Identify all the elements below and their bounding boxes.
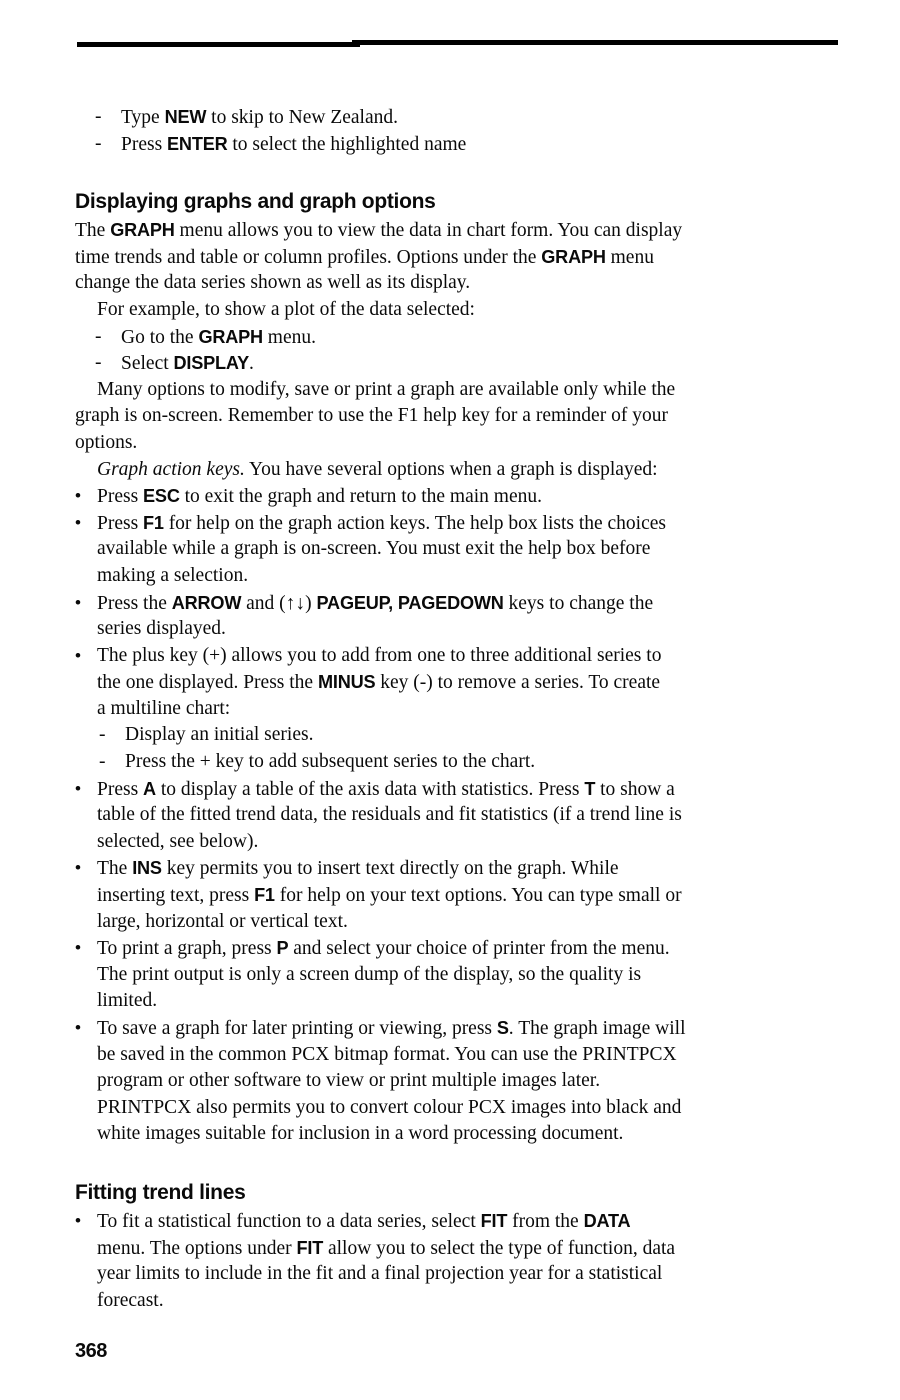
text-run: to skip to New Zealand. — [206, 107, 398, 128]
text-run: The print output is only a screen dump of the display, so the quality is — [97, 963, 642, 985]
graph-action-keys-paragraph — [75, 457, 853, 484]
bullet-icon: • — [75, 645, 81, 665]
fitting-trend-lines-list — [75, 1208, 853, 1314]
text-run: year limits to include in the fit and a final projection year for a statistical — [97, 1263, 663, 1285]
text-line — [125, 749, 853, 776]
text-run: white images suitable for inclusion in a word processing document. — [97, 1123, 624, 1145]
dash-icon: - — [99, 724, 106, 746]
text-line — [97, 829, 853, 856]
bullet-icon: • — [75, 1210, 81, 1230]
bullet-item — [75, 510, 853, 590]
text-run: To fit a statistical function to a data series, select — [97, 1210, 481, 1232]
dash-icon: - — [95, 106, 102, 127]
text-line — [97, 590, 853, 617]
key-term: F1 — [254, 885, 275, 906]
key-term: MINUS — [317, 672, 376, 693]
text-line — [97, 563, 853, 590]
bullet-icon: • — [75, 486, 81, 506]
nested-dash-list — [99, 722, 853, 775]
dash-item — [99, 722, 853, 749]
dash-item — [95, 324, 853, 351]
item-body — [97, 776, 853, 856]
text-line — [97, 935, 853, 962]
page-content — [75, 104, 853, 1314]
text-run: selected, see below). — [97, 830, 259, 852]
text-line — [97, 696, 853, 723]
text-run: key (-) to remove a series. To create — [375, 672, 661, 694]
text-run: available while a graph is on-screen. You must exit the help box before — [97, 538, 651, 560]
dash-icon: - — [95, 325, 102, 347]
key-term: ENTER — [167, 133, 228, 154]
text-line — [97, 1208, 853, 1235]
text-run: table of the fitted trend data, the residuals and fit statistics (if a trend line is — [97, 804, 682, 826]
key-term: ESC — [143, 486, 180, 507]
top-rule — [77, 42, 360, 47]
key-term: FIT — [480, 1210, 508, 1231]
text-run: . The graph image will — [508, 1018, 686, 1039]
text-line — [97, 882, 853, 909]
text-run: inserting text, press — [97, 885, 255, 907]
text-run: You have several options when a graph is displayed: — [244, 458, 658, 480]
text-run: menu. — [262, 326, 316, 348]
text-run: Go to the — [121, 326, 199, 348]
text-run: Press — [97, 486, 144, 508]
text-run: Select — [121, 353, 174, 375]
text-run: large, horizontal or vertical text. — [97, 910, 348, 932]
text-line — [121, 350, 853, 377]
bullet-item — [75, 855, 853, 935]
text-run: series displayed. — [97, 618, 226, 640]
text-run: to exit the graph and return to the main menu. — [179, 486, 542, 508]
text-run: For example, to show a plot of the data selected: — [97, 298, 475, 320]
text-run: . — [249, 353, 254, 375]
text-run: Press — [121, 133, 168, 155]
text-line — [75, 403, 853, 430]
text-run: graph is on-screen. Remember to use the F1 help key for a reminder of your — [75, 405, 668, 427]
text-run: To print a graph, press — [97, 938, 277, 960]
text-line — [97, 1095, 853, 1122]
text-run: time trends and table or column profiles. Options under the — [75, 246, 542, 268]
item-body — [121, 350, 853, 377]
text-line — [97, 1288, 853, 1315]
text-run: to select the highlighted name — [227, 133, 467, 155]
text-run: PRINTPCX also permits you to convert colour PCX images into black and — [97, 1096, 682, 1118]
key-term: GRAPH — [541, 246, 606, 267]
italic-text: Graph action keys. — [97, 458, 245, 480]
text-line — [97, 1235, 853, 1262]
bullet-icon: • — [75, 592, 81, 612]
top-rule — [352, 40, 838, 45]
text-line — [121, 104, 853, 131]
text-line — [97, 1068, 853, 1095]
text-run: menu — [605, 246, 654, 268]
text-run: to display a table of the axis data with statistics. Press — [155, 778, 585, 800]
graph-menu-paragraph — [75, 217, 853, 297]
text-run: the one displayed. Press the — [97, 672, 318, 694]
key-term: DISPLAY — [173, 353, 250, 374]
dash-icon: - — [95, 352, 102, 374]
item-body — [121, 131, 853, 158]
text-line — [75, 377, 853, 404]
text-line — [125, 722, 853, 749]
text-run: key permits you to insert text directly on the graph. While — [161, 858, 619, 880]
dash-item — [95, 350, 853, 377]
dash-icon: - — [95, 132, 102, 154]
dash-item — [99, 749, 853, 776]
graph-action-keys-list — [75, 483, 853, 1148]
bullet-item — [75, 590, 853, 643]
key-term: GRAPH — [198, 326, 263, 347]
many-options-paragraph — [75, 377, 853, 457]
key-term: S — [496, 1018, 509, 1038]
text-run: for help on your text options. You can type small or — [274, 885, 682, 907]
key-term: A — [143, 778, 156, 799]
text-line — [75, 217, 853, 244]
key-term: FIT — [296, 1237, 324, 1258]
text-run: The plus key (+) allows you to add from one to three additional series to — [97, 644, 662, 666]
item-body — [121, 324, 853, 351]
key-term: ARROW — [171, 592, 242, 613]
item-body — [125, 749, 853, 776]
key-term: NEW — [164, 107, 207, 127]
key-term: T — [584, 778, 596, 799]
item-body — [97, 643, 853, 776]
text-run: options. — [75, 431, 138, 453]
text-run: menu. The options under — [97, 1237, 297, 1259]
text-line — [97, 1042, 853, 1069]
dash-item — [95, 131, 853, 158]
item-body — [97, 855, 853, 935]
text-run: Press — [97, 778, 144, 800]
bullet-icon: • — [75, 1018, 81, 1037]
text-line — [97, 643, 853, 670]
text-run: Many options to modify, save or print a graph are available only while the — [97, 378, 676, 400]
bullet-icon: • — [75, 778, 81, 798]
text-line — [97, 536, 853, 563]
text-line — [97, 669, 853, 696]
text-line — [97, 988, 853, 1015]
text-run: menu allows you to view the data in chart form. You can display — [174, 220, 683, 242]
text-run: change the data series shown as well as its display. — [75, 272, 471, 294]
text-run: Type — [121, 107, 165, 128]
item-body — [97, 935, 853, 1015]
text-run: to show a — [595, 778, 675, 800]
text-line — [97, 510, 853, 537]
bullet-item — [75, 776, 853, 856]
bullet-icon: • — [75, 858, 81, 878]
text-run: and (↑↓) — [241, 592, 317, 614]
text-run: making a selection. — [97, 564, 249, 586]
plot-steps-dash-list — [95, 324, 853, 377]
bullet-item — [75, 935, 853, 1015]
text-run: The — [97, 858, 133, 880]
bullet-item — [75, 1015, 853, 1148]
text-line — [121, 131, 853, 158]
text-run: forecast. — [97, 1289, 164, 1311]
dash-item — [95, 104, 853, 131]
intro-dash-list — [95, 104, 853, 157]
text-line — [97, 776, 853, 803]
for-example-paragraph — [75, 297, 853, 324]
text-run: be saved in the common PCX bitmap format. You can use the PRINTPCX — [97, 1043, 677, 1065]
text-line — [121, 324, 853, 351]
text-run: The — [75, 220, 111, 242]
text-line — [97, 855, 853, 882]
bullet-icon: • — [75, 938, 81, 958]
item-body — [97, 510, 853, 590]
key-term: DATA — [583, 1210, 631, 1231]
text-line — [97, 1015, 853, 1042]
text-run: keys to change the — [503, 592, 654, 614]
item-body — [97, 1015, 853, 1148]
text-line — [75, 297, 853, 324]
text-line — [97, 909, 853, 936]
text-line — [97, 483, 853, 510]
text-line — [97, 1121, 853, 1148]
text-run: and select your choice of printer from the menu. — [288, 938, 670, 960]
text-line — [75, 430, 853, 457]
page-number: 368 — [75, 1340, 107, 1362]
key-term: P — [276, 938, 289, 959]
key-term: GRAPH — [110, 220, 175, 241]
text-line — [97, 802, 853, 829]
bullet-icon: • — [75, 512, 81, 532]
text-line — [97, 1261, 853, 1288]
text-run: Press the — [97, 592, 172, 614]
heading-fitting-trend-lines: Fitting trend lines — [75, 1180, 246, 1204]
text-line — [75, 457, 853, 484]
dash-icon: - — [99, 751, 106, 773]
key-term: F1 — [143, 512, 164, 533]
text-run: Display an initial series. — [125, 724, 314, 746]
text-run: allow you to select the type of function, data — [323, 1237, 676, 1259]
key-term: PAGEUP, PAGEDOWN — [316, 592, 504, 613]
text-run: Press the + key to add subsequent series to the chart. — [125, 751, 536, 773]
text-run: program or other software to view or print multiple images later. — [97, 1070, 601, 1092]
text-line — [97, 962, 853, 989]
bullet-item — [75, 643, 853, 776]
item-body — [97, 1208, 853, 1314]
item-body — [121, 104, 853, 131]
text-run: for help on the graph action keys. The help box lists the choices — [163, 512, 666, 534]
item-body — [97, 483, 853, 510]
text-run: limited. — [97, 990, 158, 1012]
text-run: from the — [507, 1210, 584, 1232]
key-term: INS — [132, 858, 162, 879]
text-run: Press — [97, 512, 144, 534]
text-run: To save a graph for later printing or viewing, press — [97, 1018, 497, 1039]
bullet-item — [75, 1208, 853, 1314]
item-body — [97, 590, 853, 643]
text-line — [75, 244, 853, 271]
heading-displaying-graphs: Displaying graphs and graph options — [75, 190, 436, 214]
item-body — [125, 722, 853, 749]
text-line — [75, 270, 853, 297]
text-line — [97, 616, 853, 643]
bullet-item — [75, 483, 853, 510]
text-run: a multiline chart: — [97, 697, 231, 719]
